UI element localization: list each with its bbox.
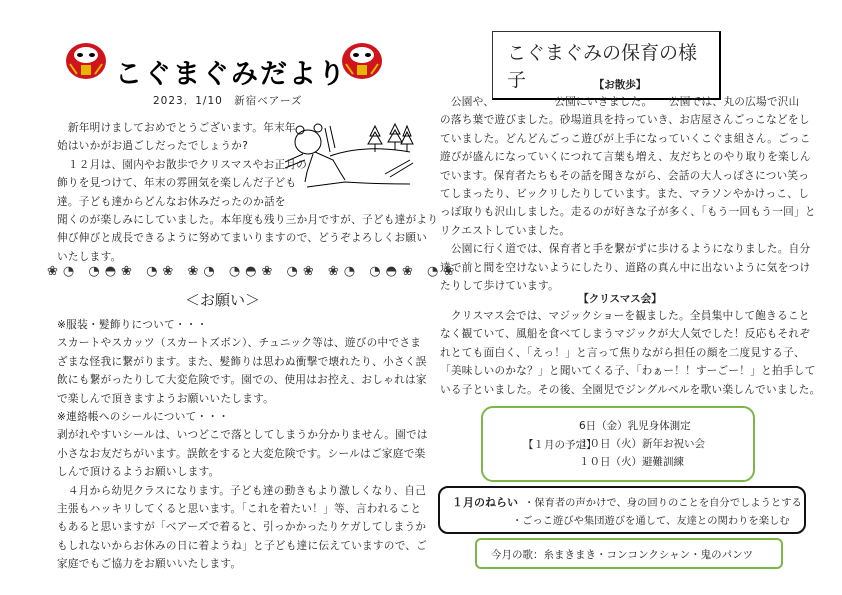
schedule-item: 6日（金）乳児身体測定 bbox=[579, 420, 691, 432]
intro-text bbox=[57, 119, 438, 266]
text-line: の落ち葉で遊びました。砂場道具を持っていき、お店屋さんごっこなどをし bbox=[440, 114, 810, 127]
text-line: 剥がれやすいシールは、いつどこで落としてしまうか分かりません。園では bbox=[57, 429, 428, 442]
daruma-icon bbox=[341, 40, 383, 80]
newsletter-title: こぐまぐみだより bbox=[115, 59, 347, 90]
section-heading: こぐまぐみの保育の様子 bbox=[492, 31, 721, 100]
text-line: スカートやスカッツ（スカートズボン）、チュニック等は、遊びの中でさま bbox=[57, 337, 422, 350]
text-line: １２月は、園内やお散歩でクリスマスやお正月の bbox=[57, 158, 308, 171]
aim-item: ・ごっこ遊びや集団遊びを通して、友達との関わりを楽しむ bbox=[512, 515, 790, 527]
text-line: 小さなお友だちがいます。誤飲をすると大変危険です。シールはご家庭で楽 bbox=[57, 447, 426, 460]
monthly-song-box bbox=[475, 538, 783, 569]
text-line: しんで頂けるようお願いします。 bbox=[57, 466, 220, 479]
request-text bbox=[57, 316, 428, 573]
text-line: れとても面白く、「えっ！」と言って焦りながら担任の顔を二度見する子、 bbox=[440, 346, 805, 359]
text-line: 達で前と間を空けないようにしたり、道路の真ん中に出ないように気をつけ bbox=[440, 261, 811, 274]
schedule-box bbox=[481, 406, 755, 482]
text-line: 飲にも繋がったりして大変危険です。園での、使用はお控え、おしゃれは家 bbox=[57, 374, 427, 387]
schedule-item: １０日（火）避難訓練 bbox=[579, 456, 684, 468]
text-line: で楽しんで頂きますようお願いいたします。 bbox=[57, 392, 275, 405]
monthly-song: 今月の歌：糸まきまき・コンコンクシャン・鬼のパンツ bbox=[491, 549, 754, 561]
text-line: 主張もハッキリしてくると思います。「これを着たい！」等、言われること bbox=[57, 502, 422, 515]
text-line: 始はいかがお過ごしだったでしょうか? bbox=[57, 140, 249, 153]
schedule-list bbox=[579, 417, 705, 471]
text-line: っぽ取りも沢山しました。走るのが好きな子が多く、「もう一回もう一回」と bbox=[440, 206, 816, 219]
text-line: 遊びが盛んになっていくにつれて言葉も増え、友だちとのやり取りを楽しん bbox=[440, 151, 811, 164]
text-line: 聞くのが楽しみにしていました。本年度も残り三か月ですが、子ども達がより bbox=[57, 213, 439, 226]
text-line: もあると思いますが「ベアーズで着ると、引っかかったりケガしてしまうか bbox=[57, 521, 427, 534]
text-line: 伸び伸びと成長できるように努めてまいりますので、どうぞよろしくお願い bbox=[57, 232, 428, 245]
daruma-icon bbox=[65, 40, 107, 80]
aims-label: １月のねらい bbox=[452, 496, 518, 509]
schedule-label: 【１月の予定】 bbox=[523, 439, 597, 451]
schedule-item: １０日（火）新年お祝い会 bbox=[579, 438, 705, 450]
text-line: なく観ていて、風船を食べてしまうマジックが大人気でした！反応もそれぞ bbox=[440, 328, 811, 341]
christmas-heading: 【クリスマス会】 bbox=[578, 293, 662, 305]
request-heading: ＜お願い＞ bbox=[185, 291, 261, 309]
text-line: でいます。保育者たちもその話を聞きながら、会話の大人っぽさについ笑っ bbox=[440, 169, 810, 182]
text-line: ざまな怪我に繋がります。また、髪飾りは思わぬ衝撃で壊れたり、小さく誤 bbox=[57, 355, 427, 368]
christmas-text bbox=[440, 307, 820, 399]
text-line: 家庭でもご協力をお願いいたします。 bbox=[57, 558, 242, 571]
text-line: リクエストしていました。 bbox=[440, 224, 571, 237]
text-line: 公園や、 公園にいきました。 公園では、丸の広場で沢山 bbox=[440, 96, 800, 108]
aim-item: ・保育者の声かけで、身の回りのことを自分でしようとする bbox=[524, 497, 802, 509]
text-line: いたします。 bbox=[57, 250, 122, 263]
text-line: もしれないからお休みの日に着ようね」と子ども達に伝えていますので、ご bbox=[57, 539, 428, 552]
date-line: 2023．1/10 新宿ベアーズ bbox=[153, 95, 303, 107]
walk-heading: 【お散歩】 bbox=[593, 79, 647, 91]
text-line: ４月から幼児クラスになります。子ども達の動きもより激しくなり、自己 bbox=[57, 484, 427, 497]
text-line: たりして歩けています。 bbox=[440, 279, 559, 292]
text-line: 公園に行く道では、保育者と手を繋がずに歩けるようになりました。自分 bbox=[440, 243, 811, 256]
text-line: てしまったり、ビックリしたりしています。また、マラソンやかけっこ、し bbox=[440, 187, 810, 200]
walk-text bbox=[440, 93, 816, 295]
text-line: ※連絡帳へのシールについて・・・ bbox=[57, 410, 230, 423]
text-line: いる子といました。その後、全園児でジングルベルを歌い楽しんでいました。 bbox=[440, 383, 821, 396]
text-line: 飾りを見つけて、年末の雰囲気を楽しんだ子ども bbox=[57, 177, 297, 190]
text-line: 達。子ども達からどんなお休みだったのか話を bbox=[57, 195, 286, 208]
mikan-divider-icon: ❀◔ ◔◓❀ ◔❀ ❀◔ ◔◓❀ ◔❀ ❀◔ ◔◓❀ ◔❀ bbox=[47, 264, 460, 279]
text-line: ていました。どんどんごっこ遊びが上手になっていくこぐま組さん。ごっこ bbox=[440, 132, 811, 145]
text-line: クリスマス会では、マジックショーを観ました。全員集中して飽きること bbox=[440, 310, 810, 322]
monthly-aims-box bbox=[438, 486, 806, 534]
text-line: ※服装・髪飾りについて・・・ bbox=[57, 319, 208, 331]
text-line: 「美味しいのかな？」と聞いてくる子、「わぁー！！すーごー！」と拍手して bbox=[440, 365, 816, 378]
text-line: 新年明けましておめでとうございます。年末年 bbox=[57, 122, 296, 134]
